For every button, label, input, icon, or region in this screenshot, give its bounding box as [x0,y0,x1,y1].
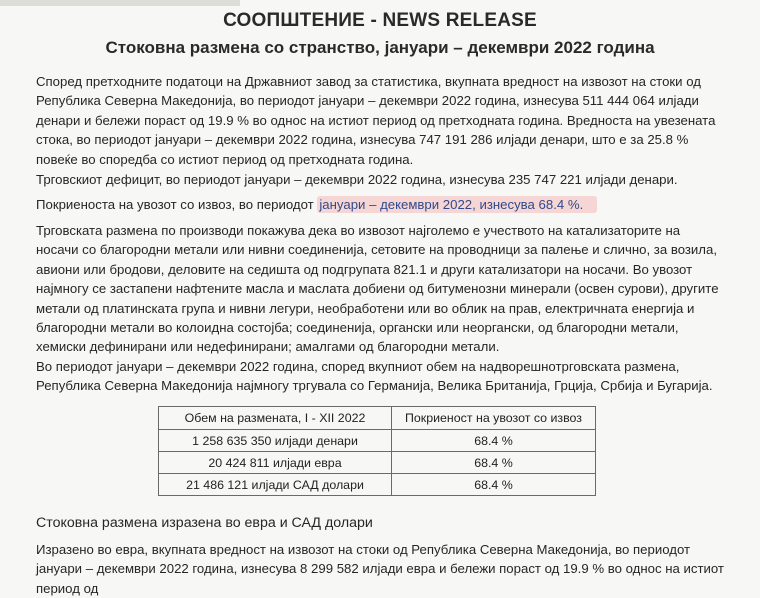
table-cell-volume: 21 486 121 илјади САД долари [159,474,392,496]
table-row [159,430,596,452]
table-cell-coverage: 68.4 % [392,474,596,496]
table-header-cell: Обем на размената, I - XII 2022 [159,407,392,430]
trade-volume-table [158,406,596,496]
table-cell-coverage: 68.4 % [392,452,596,474]
section-heading: Стоковна размена изразена во евра и САД долари [36,515,373,531]
paragraph-coverage [36,195,726,214]
page-subtitle: Стоковна размена со странство, јануари – декември 2022 година [105,38,655,57]
table-header-row [159,407,596,430]
paragraph-euro-export: Изразено во евра, вкупната вредност на извозот на стоки од Република Северна Македонија, во периодот јануари – декември 2022 година, изнесува 8 299 582 илјади евра и бележи пораст од 19.9 % во однос на истиот период од [36,542,724,596]
paragraph-export-import: Според претходните податоци на Државниот завод за статистика, вкупната вредност на извозот на стоки од Република Северна Македонија, во периодот јануари – декември 2022 година, изнесува 511 444 064 илјади денари и бележи пораст од 19.9 % во однос на истиот период од претходната година. Вредноста на увезената стока, во периодот јануари – декември 2022 година, изнесува 747 191 286 илјади денари, што е за 25.8 % повеќе во споредба со истиот период од претходната година. [36,74,716,167]
paragraph-trade-deficit: Трговскиот дефицит, во периодот јануари – декември 2022 година, изнесува 235 747 221 илјади денари. [36,172,678,187]
page-title: СООПШТЕНИЕ - NEWS RELEASE [223,10,537,31]
table-row [159,474,596,496]
coverage-text: Покриеноста на увозот со извоз, во периодот [36,197,318,212]
table-cell-volume: 20 424 811 илјади евра [159,452,392,474]
paragraph-partners: Во периодот јануари – декември 2022 година, според вкупниот обем на надворешнотрговската размена, Република Северна Македонија најмногу тргувала со Германија, Велика Британија, Грција, Србија и Бугарија. [36,359,713,394]
table-cell-coverage: 68.4 % [392,430,596,452]
scan-edge [0,0,240,6]
table-cell-volume: 1 258 635 350 илјади денари [159,430,392,452]
table-header-cell: Покриеност на увозот со извоз [392,407,596,430]
paragraph-products: Трговската размена по производи покажува дека во извозот најголемо е учеството на катализаторите на носачи со благородни метали или нивни соединенија, сетовите на проводници за палење и слично, за возила, авиони или бродови, деловите на седишта од подгрупата 821.1 и други катализатори на носачи. Во увозот најмногу се застапени нафтените масла и маслата добиени од битуменозни минерали (освен сурови), другите метали од платинската група и нивни легури, необработени или во облик на прав, електричната енергија и благородни метали во колоидна состојба; соединенија, органски или неоргански, од благородни метали, хемиски дефинирани или недефинирани; амалгами од благородни метали. [36,223,719,355]
table-row [159,452,596,474]
coverage-highlight: јануари – декември 2022, изнесува 68.4 %. [317,196,597,213]
